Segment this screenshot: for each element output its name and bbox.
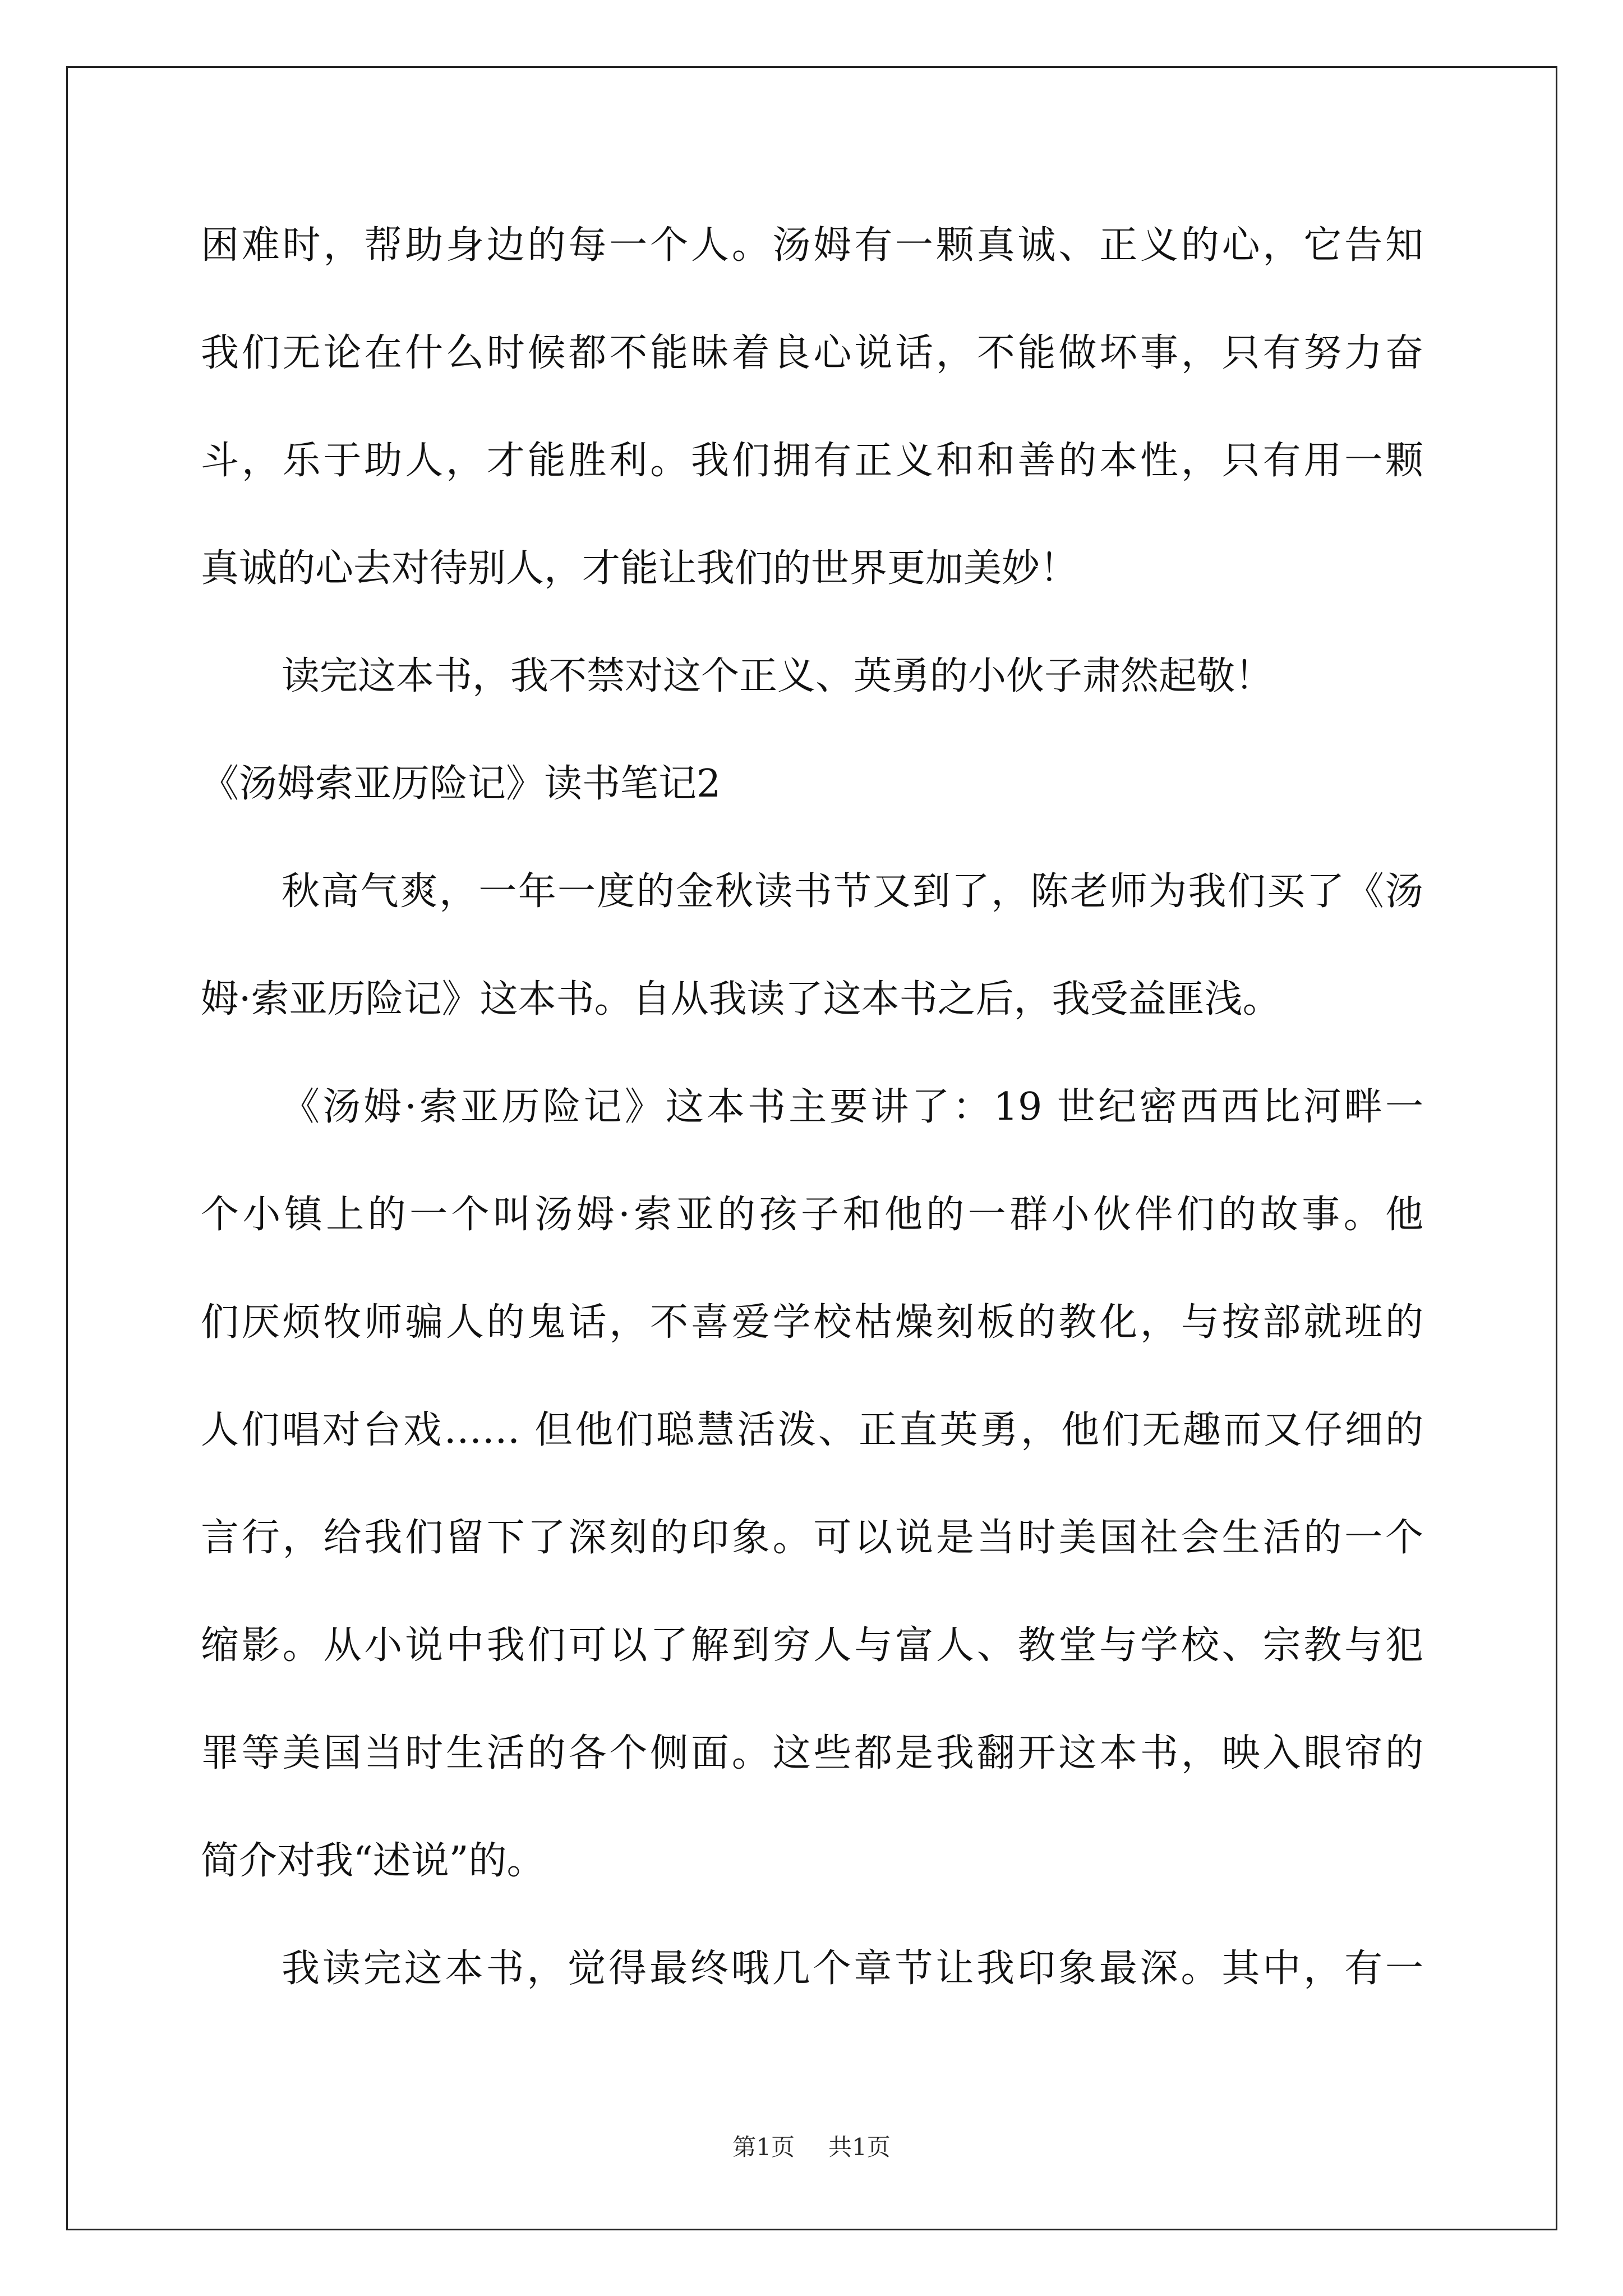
text-line: 罪等美国当时生活的各个侧面。这些都是我翻开这本书，映入眼帘的	[201, 1731, 1423, 1775]
text-line: 人们唱对台戏…… 但他们聪慧活泼、正直英勇，他们无趣而又仔细的	[201, 1408, 1423, 1452]
page-number: 第1页	[732, 2133, 795, 2161]
text-line: 真诚的心去对待别人，才能让我们的世界更加美妙！	[201, 546, 1078, 591]
paragraph-line: 《汤姆·索亚历险记》这本书主要讲了：19 世纪密西西比河畔一	[282, 1085, 1423, 1129]
text-line: 斗，乐于助人，才能胜利。我们拥有正义和和善的本性，只有用一颗	[201, 439, 1423, 483]
paragraph-line: 我读完这本书，觉得最终哦几个章节让我印象最深。其中，有一	[282, 1947, 1423, 1991]
page-total: 共1页	[828, 2133, 891, 2161]
text-line: 缩影。从小说中我们可以了解到穷人与富人、教堂与学校、宗教与犯	[201, 1623, 1423, 1668]
text-line: 们厌烦牧师骗人的鬼话，不喜爱学校枯燥刻板的教化，与按部就班的	[201, 1300, 1423, 1345]
paragraph-line: 秋高气爽，一年一度的金秋读书节又到了，陈老师为我们买了《汤	[282, 869, 1423, 914]
text-line: 个小镇上的一个叫汤姆·索亚的孩子和他的一群小伙伴们的故事。他	[201, 1193, 1423, 1237]
text-line: 姆·索亚历险记》这本书。自从我读了这本书之后，我受益匪浅。	[201, 977, 1281, 1022]
section-heading: 《汤姆索亚历险记》读书笔记2	[201, 762, 721, 806]
text-line: 简介对我“述说”的。	[201, 1839, 545, 1883]
paragraph-line: 读完这本书，我不禁对这个正义、英勇的小伙子肃然起敬！	[282, 654, 1274, 698]
page-footer	[0, 2129, 1623, 2162]
page-frame	[66, 66, 1557, 2230]
text-line: 言行，给我们留下了深刻的印象。可以说是当时美国社会生活的一个	[201, 1516, 1423, 1560]
text-line: 困难时，帮助身边的每一个人。汤姆有一颗真诚、正义的心，它告知	[201, 223, 1423, 268]
text-line: 我们无论在什么时候都不能昧着良心说话，不能做坏事，只有努力奋	[201, 331, 1423, 375]
